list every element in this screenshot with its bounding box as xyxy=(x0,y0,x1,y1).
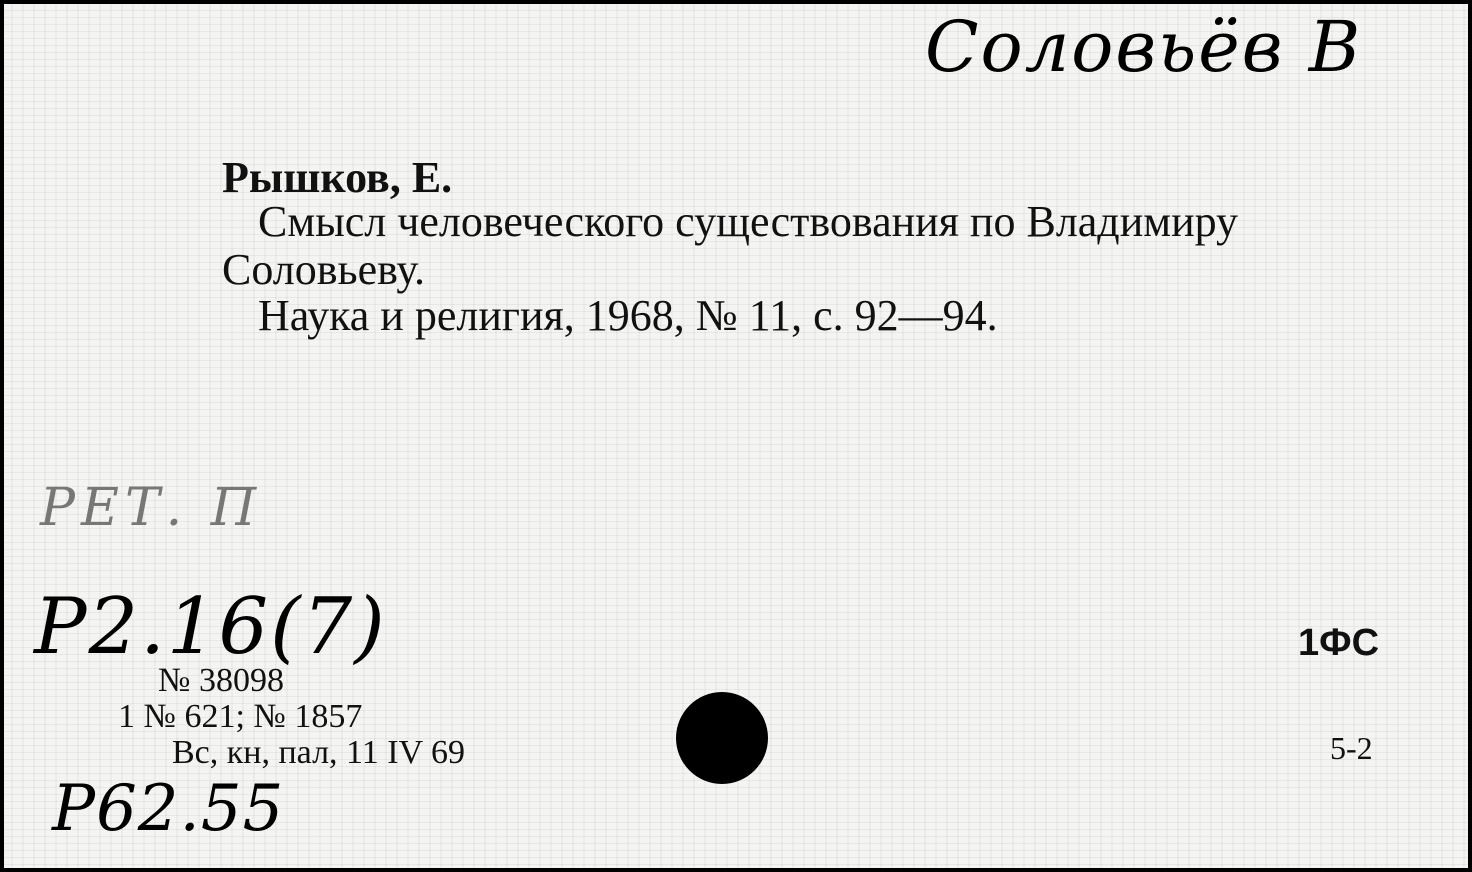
registry-date-line: Вс, кн, пал, 11 IV 69 xyxy=(172,734,466,771)
punch-hole xyxy=(676,692,768,784)
registry-number: № 38098 xyxy=(158,662,284,699)
entry-author: Рышков, Е. xyxy=(222,153,453,202)
registry-numbers-line: 1 № 621; № 1857 xyxy=(118,698,363,735)
card-border-top xyxy=(0,0,1472,4)
entry-source: Наука и религия, 1968, № 11, с. 92—94. xyxy=(258,291,998,340)
handwritten-subject: Соловьёв В xyxy=(925,6,1363,88)
department-code: 1ФС xyxy=(1298,622,1380,664)
handwritten-faint-mark: РЕТ. П xyxy=(40,478,263,538)
card-border-right xyxy=(1468,0,1472,872)
card-border-left xyxy=(0,0,4,872)
entry-title-line1: Смысл человеческого существования по Владимиру xyxy=(258,197,1239,246)
handwritten-inventory: Р62.55 xyxy=(52,772,285,846)
entry-title-line2: Соловьеву. xyxy=(222,245,425,294)
shelf-code: 5-2 xyxy=(1330,730,1373,766)
handwritten-classification: Р2.16(7) xyxy=(34,582,387,672)
card-border-bottom xyxy=(0,868,1472,872)
